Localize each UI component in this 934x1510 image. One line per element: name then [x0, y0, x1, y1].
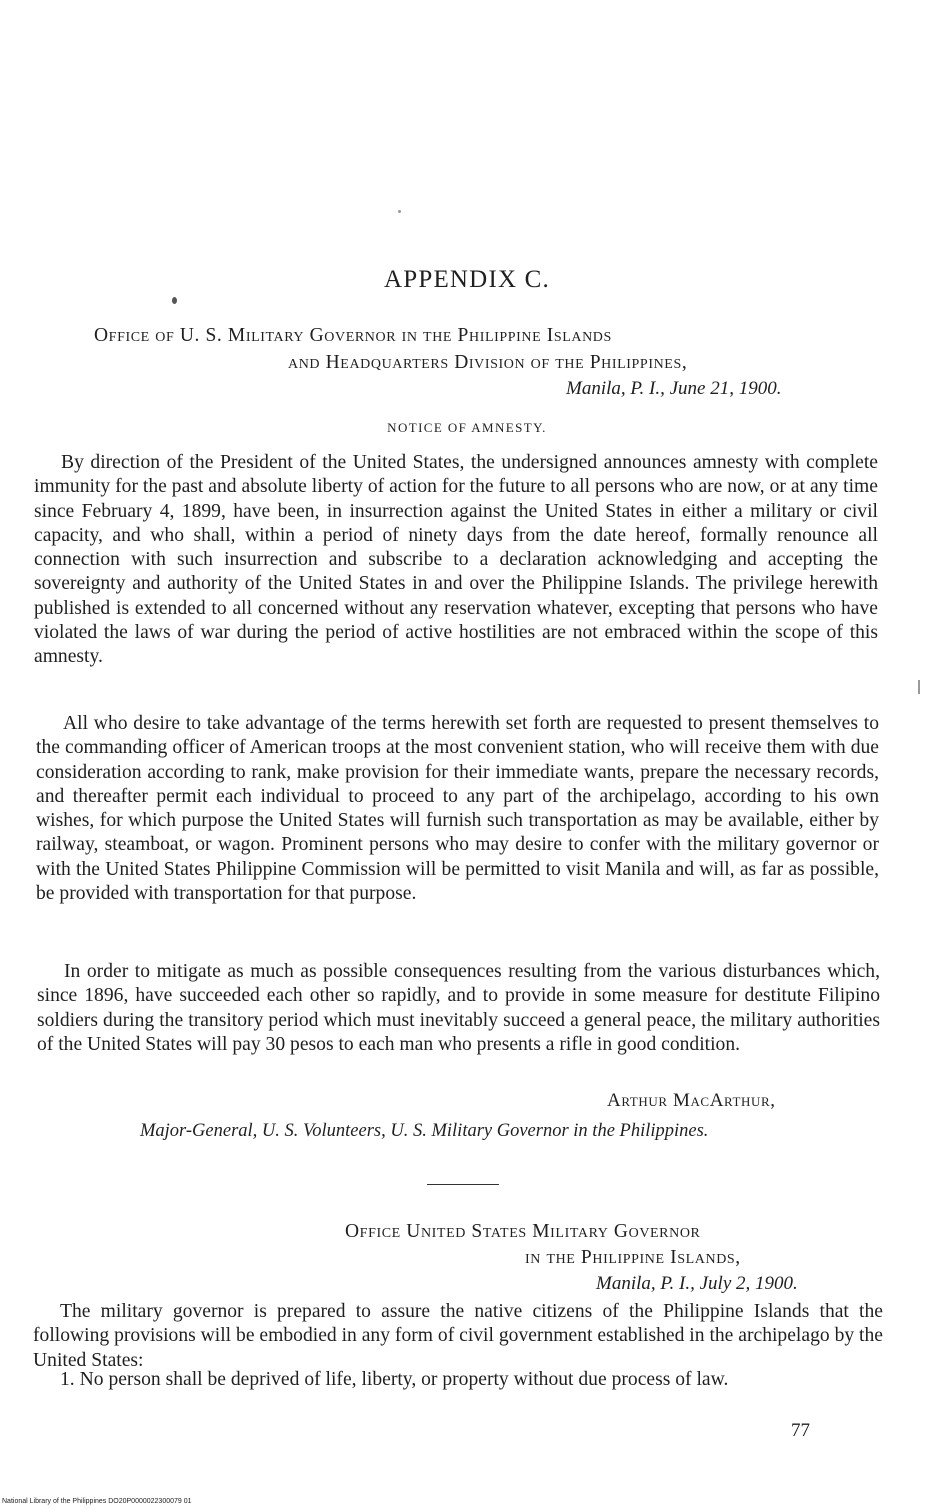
section-divider — [427, 1184, 499, 1185]
scan-speck — [398, 210, 401, 213]
notice1-header-line1: Office of U. S. Military Governor in the Philippine Islands — [94, 325, 612, 346]
provision-1-paragraph: 1. No person shall be deprived of life, liberty, or property without due process of law. — [60, 1369, 729, 1390]
amnesty-paragraph-3: In order to mitigate as much as possible consequences resulting from the various disturbances which, since 1896, have succeeded each other so rapidly, and to provide in some measure for destitute Filipino soldiers during the transitory period which must inevitably succeed a general peace, the military authorities of the United States will pay 30 pesos to each man who presents a rifle in good condition. — [37, 961, 880, 1055]
scan-edge-mark — [918, 680, 920, 694]
amnesty-paragraph-1: By direction of the President of the United States, the undersigned announces amnesty with complete immunity for the past and absolute liberty of action for the future to all persons who are now, or at any time since February 4, 1899, have been, in insurrection against the United States in either a military or civil capacity, and who shall, within a period of ninety days from the date hereof, formally renounce all connection with such insurrection and subscribe to a declaration acknowledging and accepting the sovereignty and authority of the United States in and over the Philippine Islands. The privilege herewith published is extended to all concerned without any reservation whatever, excepting that persons who have violated the laws of war during the period of active hostilities are not embraced within the scope of this amnesty. — [34, 452, 878, 668]
page-number: 77 — [791, 1420, 810, 1441]
notice2-header-line1: Office United States Military Governor — [345, 1221, 701, 1242]
notice1-place-date: Manila, P. I., June 21, 1900. — [566, 378, 782, 399]
scan-credit-footer: National Library of the Philippines DO20P0000022300079 01 — [2, 1498, 192, 1505]
signature-title: Major-General, U. S. Volunteers, U. S. Military Governor in the Philippines. — [140, 1121, 709, 1141]
assurance-paragraph: The military governor is prepared to assure the native citizens of the Philippine Islands that the following provisions will be embodied in any form of civil government established in the archipelago by the United States: — [33, 1301, 883, 1371]
amnesty-paragraph-2: All who desire to take advantage of the terms herewith set forth are requested to present themselves to the commanding officer of American troops at the most convenient station, who will receive them with due consideration according to rank, make provision for their immediate wants, prepare the necessary records, and thereafter permit each individual to proceed to any part of the archipelago, according to his own wishes, for which purpose the United States will furnish such transportation as may be available, either by railway, steamboat, or wagon. Prominent persons who may desire to confer with the military governor or with the United States Philippine Commission will be permitted to visit Manila and will, as far as possible, be provided with transportation for that purpose. — [36, 713, 879, 905]
notice2-header-line2: in the Philippine Islands, — [525, 1247, 741, 1268]
signature-name: Arthur MacArthur, — [607, 1090, 776, 1111]
notice1-header-line2: and Headquarters Division of the Philippines, — [288, 352, 688, 373]
notice2-place-date: Manila, P. I., July 2, 1900. — [596, 1273, 798, 1294]
scan-speck — [172, 297, 177, 304]
appendix-heading: APPENDIX C. — [384, 266, 550, 293]
notice-of-amnesty-title: NOTICE OF AMNESTY. — [387, 420, 547, 435]
